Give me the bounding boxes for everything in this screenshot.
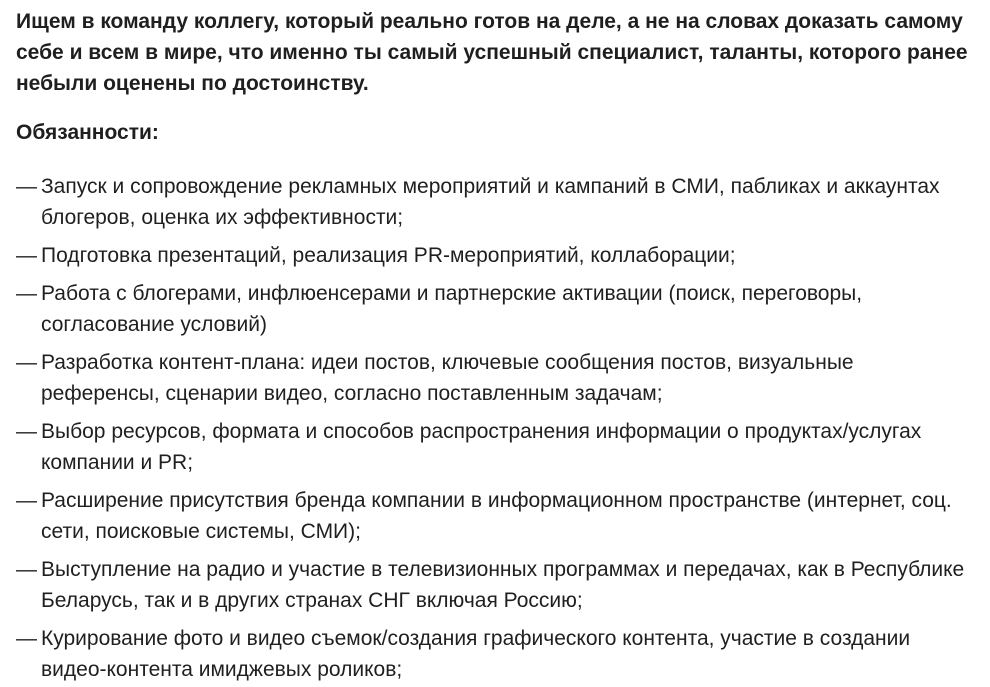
list-marker: — [16,175,37,198]
list-marker: — [16,244,37,267]
responsibilities-list [16,171,976,685]
responsibility-item [16,278,976,340]
list-marker: — [16,282,37,305]
responsibility-text: Разработка контент-плана: идеи постов, ключевые сообщения постов, визуальные референсы, сценарии видео, согласно поставленным задачам; [41,351,854,405]
responsibility-text: Расширение присутствия бренда компании в информационном пространстве (интернет, соц. сети, поисковые системы, СМИ); [41,489,952,543]
responsibility-item [16,623,976,685]
list-marker: — [16,627,37,650]
list-marker: — [16,558,37,581]
responsibility-text: Выступление на радио и участие в телевизионных программах и передачах, как в Республике Беларусь, так и в других странах СНГ включая Россию; [41,558,965,612]
list-marker: — [16,489,37,512]
vacancy-description [16,6,976,685]
responsibility-text: Выбор ресурсов, формата и способов распространения информации о продуктах/услугах компании и PR; [41,420,922,474]
responsibility-item [16,347,976,409]
responsibility-item [16,554,976,616]
responsibility-item [16,416,976,478]
responsibilities-heading: Обязанности: [16,121,159,144]
intro-paragraph: Ищем в команду коллегу, который реально готов на деле, а не на словах доказать самому себе и всем в мире, что именно ты самый успешный специалист, таланты, которого ранее небыли оценены по достоинству. [16,10,968,95]
responsibility-text: Подготовка презентаций, реализация PR-мероприятий, коллаборации; [41,244,736,267]
responsibility-text: Запуск и сопровождение рекламных мероприятий и кампаний в СМИ, пабликах и аккаунтах блогеров, оценка их эффективности; [41,175,940,229]
list-marker: — [16,351,37,374]
list-marker: — [16,420,37,443]
responsibility-item [16,171,976,233]
responsibility-text: Курирование фото и видео съемок/создания графического контента, участие в создании видео-контента имиджевых роликов; [41,627,911,681]
responsibility-item [16,485,976,547]
responsibility-text: Работа с блогерами, инфлюенсерами и партнерские активации (поиск, переговоры, согласование условий) [41,282,863,336]
responsibility-item [16,240,976,271]
